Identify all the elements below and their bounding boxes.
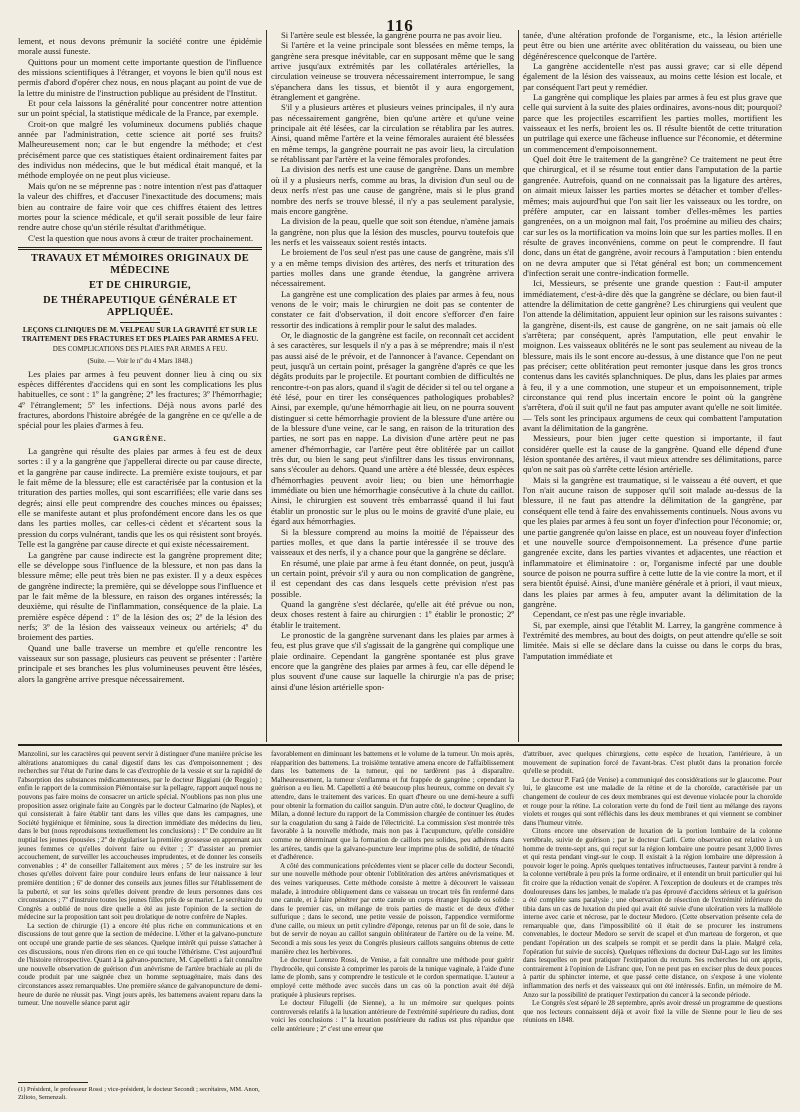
subsection-title: DES COMPLICATIONS DES PLAIES PAR ARMES A FEU. bbox=[52, 345, 228, 354]
paragraph: Si l'artère et la veine principale sont blessées en même temps, la gangrène sera presque inévitable, car en supposant même que le sang arrive jusqu'aux extrémités par les collatérales artérielles, la circulation veineuse se trouvera nécessairement interrompue, le sang s'épanchera dans les tissus, et bientôt il y aura engorgement, étranglement et gangrène. bbox=[271, 40, 514, 103]
paragraph: C'est la question que nous avons à cœur de traiter prochainement. bbox=[28, 232, 254, 243]
paragraph: En résumé, une plaie par arme à feu étant donnée, on peut, jusqu'à un certain point, prévoir s'il y aura ou non complication de gangrène, il est cependant des cas dans lesquels cette prévision n'est pas possible. bbox=[271, 557, 514, 599]
bottom-column-3 bbox=[523, 750, 782, 1096]
column-3 bbox=[523, 30, 782, 742]
paragraph: Le docteur Lorenzo Rossi, de Venise, a fait connaître une méthode pour guérir l'hydrocèle, qui consiste à comprimer les parois de la tunique vaginale, à l'aide d'une lame de plomb, sans y comprendre le testicule et le cordon spermatique. L'auteur a employé cette méthode avec succès dans un cas où la ponction avait été déjà pratiquée à plusieurs reprises. bbox=[271, 956, 514, 999]
paragraph: Ici, Messieurs, se présente une grande question : Faut-il amputer immédiatement, c'est-à-dire dès que la gangrène se déclare, ou bien faut-il attendre la délimitation de cette gangrène? Les chirurgiens qui veulent que l'on attende la délimitation, appuient leur opinion sur les raisons suivantes : la gangrène, disent-ils, est cause de gangrène, on ne sait jamais où elle s'arrêtera; par conséquent, après l'amputation, elle peut envahir le moignon. Les vaisseaux oblitérés ne le sont pas seulement au niveau de la blessure, mais ils le sont encore au-dessus, à une distance que l'on ne peut pas préciser; cette oblitération peut remonter jusque dans les gros troncs contenus dans les cavités splanchniques. De plus, dans les plaies par armes à feu, il y a une commotion, une stupeur et un empoisonnement, triple circonstance qui rend plus incertain encore le point où la gangrène s'arrêtera, d'où il suit qu'il ne faut pas amputer avant qu'elle ne soit limitée.— Tels sont les principaux argumens de ceux qui combattent l'amputation avant la délimitation de la gangrène. bbox=[523, 278, 782, 434]
column-rule bbox=[266, 30, 267, 742]
paragraph: Si la blessure comprend au moins la moitié de l'épaisseur des parties molles, et que dans la partie intéressée il se trouve des vaisseaux et des nerfs, il y a chance pour que la gangrène se déclare. bbox=[271, 526, 514, 558]
paragraph: Messieurs, pour bien juger cette question si importante, il faut considérer quelle est la cause de la gangrène. Quand elle dépend d'une lésion spontanée des artères, il vaut mieux attendre ses délimitations, parce qu'on ne sait pas où s'arrête cette lésion artérielle. bbox=[523, 433, 782, 475]
column-2 bbox=[271, 30, 514, 742]
continuation-note: (Suite. — Voir le nº du 4 Mars 1848.) bbox=[87, 357, 193, 366]
paragraph: Quand une balle traverse un membre et qu'elle rencontre les vaisseaux sur son passage, plusieurs cas peuvent se présenter : l'artère principale et ses branches les plus volumineuses peuvent être lésées, alors la gangrène arrive presque nécessairement. bbox=[18, 642, 262, 684]
paragraph: favorablement en diminuant les battemens et le volume de la tumeur. Un mois après, réapparition des battemens. La troisième tentative amena encore de l'affaiblissement dans les battemens de la tumeur, qui ne tardèrent pas à disparaître. Malheureusement, la tumeur s'enflamma et fut frappée de gangrène ; cependant la guérison a eu lieu. M. Capelletti a été beaucoup plus heureux, comme on devait s'y attendre, dans le traitement des varices. En quart d'heure ou une demi-heure a suffi pour obtenir la formation du caillot sanguin. D'un autre côté, le docteur Quaglino, de Milan, a donné lecture du rapport de la Commission chargée de continuer les études sur la coagulation du sang à l'aide de l'électricité. La commission s'est montrée très favorable à la nouvelle méthode, mais non pas à l'acupuncture, qu'elle considère comme ne déterminant que la formation de caillots peu solides, peu adhérens dans les artères, tandis que la galvano-puncture leur imprime plus de solidité, de ténacité et d'adhérence. bbox=[271, 750, 514, 862]
feuilleton-rule bbox=[18, 744, 782, 746]
section-title: TRAVAUX ET MÉMOIRES ORIGINAUX DE MÉDECINE bbox=[30, 252, 250, 276]
paragraph: La gangrène par cause indirecte est la gangrène proprement dite; elle se développe sous l'influence de la blessure, et non pas dans la blessure même; elle peut très bien ne pas exister. Il y a deux espèces de gangrène indirecte; la première, qui se développe sous l'influence et par le fait même de la blessure, en raison des organes intéressés; la deuxième, qui résulte de l'inflammation, conséquence de la plaie. La première espèce dépend : 1º de la lésion des os; 2º de la lésion des nerfs; 3º de la lésion des vaisseaux veineux ou artériels; 4º du broiement des parties. bbox=[18, 549, 262, 643]
paragraph: Si l'artère seule est blessée, la gangrène pourra ne pas avoir lieu. bbox=[281, 30, 502, 40]
paragraph: Croit-on que malgré les volumineux documens publiés chaque année par l'administration, cette science ait porté ses fruits? Malheureusement non; car le but engendre la méthode; et c'est précisément parce que ces statistiques étaient ordinairement faites par des individus non médecins, que le but médical était manqué, et la méthode employée on ne peut plus vicieuse. bbox=[18, 118, 262, 181]
paragraph: Si, par exemple, ainsi que l'établit M. Larrey, la gangrène commence à l'extrémité des membres, au bout des doigts, on peut attendre qu'elle se soit limitée. Mais si elle se déclare dans la cuisse ou dans le corps du bras, l'amputation immédiate et bbox=[523, 619, 782, 661]
paragraph: Le pronostic de la gangrène survenant dans les plaies par armes à feu, est plus grave que s'il s'agissait de la gangrène qui complique une plaie ordinaire. Cependant la gangrène spontanée est plus grave encore que la gangrène des plaies par armes à feu, car elle dépend le plus souvent d'une cause sur laquelle la chirurgie n'a pas de prise; ainsi d'une lésion artérielle spon- bbox=[271, 629, 514, 692]
paragraph: Mais si la gangrène est traumatique, si le vaisseau a été ouvert, et que l'on n'ait aucune raison de supposer qu'il soit malade au-dessus de la blessure, il ne faut pas attendre la délimitation de la gangrène, par conséquent elle tend à faire des envahissements continuels. Nous avons vu que les plaies par armes à feu sont un foyer d'infection pour l'économie; or, une partie gangrenée qu'on laisse en place, est un nouveau foyer d'infection et une nouvelle source d'empoisonnement. La présence d'une partie gangrenée excite, dans les parties vivantes et adjacentes, une réaction et inflammatoire et éliminatoire : or, l'organisme infecté par une double source de poison ne pourra suffire à cette lutte de la vie contre la mort, et il sera bientôt épuisé. Ainsi, d'une manière générale et à priori, il vaut mieux, dans les plaies par armes à feu, amputer avant la délimitation de la gangrène. bbox=[523, 474, 782, 609]
bottom-column-1 bbox=[18, 750, 262, 1096]
paragraph: La gangrène qui résulte des plaies par armes à feu est de deux sortes : il y a la gangrène que j'appellerai directe ou par cause directe, et la gangrène par cause indirecte. La première existe toujours, et par le fait même de la blessure; elle est caractérisée par la contusion et la trituration des parties molles, qui sont escarrifiées; elle varie dans ses degrés; ainsi elle peut comprendre des couches minces ou épaisses; elle se manifeste autant et plus profondément encore dans les os que dans les parties molles, car celles-ci cèdent et s'écartent sous la pression du corps vulnérant, tandis que les os qui résistent sont broyés. Telle est la gangrène par cause directe et qui existe nécessairement. bbox=[18, 446, 262, 550]
divider bbox=[120, 322, 160, 323]
column-1 bbox=[18, 36, 262, 742]
section-title: DE THÉRAPEUTIQUE GÉNÉRALE ET APPLIQUÉE. bbox=[43, 294, 237, 318]
paragraph: La gangrène est une complication des plaies par armes à feu, nous venons de le voir; mais le chirurgien ne doit pas se contenter de constater ce fait d'observation, il doit encore s'efforcer d'en faire ressortir des indications à remplir pour le salut des malades. bbox=[271, 288, 514, 330]
paragraph: Quel doit être le traitement de la gangrène? Ce traitement ne peut être que chirurgical, et il se résume tout entier dans l'amputation de la partie gangrenée. Autrefois, quand on ne connaissait pas la ligature des artères, on aimait mieux laisser les parties mortes se détacher et tomber d'elles-mêmes; mais aujourd'hui que l'on sait lier les vaisseaux ou les tordre, on préfère amputer, car en laissant tomber d'elles-mêmes les parties gangrenées, on a un moignon mal fait, l'os proémine au milieu des chairs; car sur les os la mortification va moins loin que sur les parties molles. Il en résulte de graves inconvéniens, comme on peut le comprendre. Il faut donc, dans un état de gangrène, avoir recours à l'amputation : bien entendu on ne devra amputer que si l'état général est bon; un commencement d'infection serait une contre-indication formelle. bbox=[523, 154, 782, 278]
paragraph: Quand la gangrène s'est déclarée, qu'elle ait été prévue ou non, deux choses restent à faire au chirurgien : 1º établir le pronostic; 2º établir le traitement. bbox=[271, 598, 514, 630]
column-rule bbox=[518, 30, 519, 742]
paragraph: Or, le diagnostic de la gangrène est facile, on reconnaît cet accident à ses caractères, sur lesquels il n'y a pas à se méprendre; mais il n'est pas aussi aisé de le prévoir, et de l'annoncer à l'avance. Cependant on peut, jusqu'à un certain point, présager la gangrène d'après ce que les dégâts produits par le projectile. Et pourtant combien de difficultés ne rencontre-t-on pas alors, quand il s'agit de décider si tel ou tel organe a été lésé, pour en tirer les conséquences pathologiques probables? Ainsi, par exemple, qu'une hémorrhagie ait lieu, on ne pourra souvent distinguer si cette hémorrhagie provient de la blessure d'une artère ou de la blessure d'une veine, car le sang, en raison de la trituration des parties, ne sort pas en nappe. La division d'une artère peut ne pas amener d'hémorrhagie, car l'artère peut être oblitérée par un caillot très dur, ou bien le sang peut s'infiltrer dans les tissus environnans, sans s'écouler au dehors. Quand une artère a été blessée, deux espèces d'hémorrhagies peuvent avoir lieu; ou bien une hémorrhagie immédiate ou bien une hémorrhagie consécutive à la chute du caillot. Ainsi, le chirurgien est souvent très embarrassé quand il lui faut établir un pronostic sur le plus ou le moins de gravité d'une plaie, eu égard aux hémorrhagies. bbox=[271, 329, 514, 527]
paragraph: Manzolini, sur les caractères qui peuvent servir à distinguer d'une manière précise les altérations anatomiques du canal digestif dans les cas d'empoisonnement ; des recherches sur l'état de l'urine dans le cas d'extrophie de la vessie et sur la rapidité de l'absorption des substances médicamenteuses, par le docteur Biggiani (de Reggio) ; enfin le rapport de la commission Piémontaise sur la pellagre, rapport auquel nous ne pouvons pas faire moins de consacrer un article spécial. N'oublions pas non plus une proposition assez originale faite au Congrès par le docteur Calmarino (de Naples), et qui consisterait à faire établir tant dans les villes que dans les campagnes, une Société hygiénique et féminine, sous la direction immédiate des médecins du lieu, dans le but (nous reproduisons textuellement les conclusions) : 1º De conduire au lit nuptial les jeunes épousées ; 2º de régulariser la première grossesse en apprenant aux jeunes femmes ce qu'elles doivent faire ou éviter ; 3º d'assister au premier accouchement, de surveiller les accoucheuses imprudentes, et de donner les conseils convenables ; 4º de conseiller l'allaitement aux mères ; 5º de les instruire sur les choses qu'elles doivent faire pour conduire leurs enfans de leur naissance à leur première dentition ; 6º de donner des conseils aux jeunes filles sur l'établissement de la puberté, et sur les soins qu'elles doivent prendre de leurs personnes dans ces circonstances ; 7º d'instruire toutes les jeunes filles près de se marier. Le secrétaire du Congrès a oublié de nous dire quelle a été au juste l'opinion de la section de médecine sur la proposition tant soit peu drolatique de notre confrère de Naples. bbox=[18, 750, 262, 922]
paragraph: Le docteur P. Farâ (de Venise) a communiqué des considérations sur le glaucome. Pour lui, le glaucome est une maladie de la rétine et de la choroïde, caractérisée par un changement de couleur de ces deux membranes qui est devenue violacée pour la choroïde et rouge pour la rétine. La coloration verte du fond de l'œil tient au mélange des rayons violets et rouges qui sont réfléchis dans les deux membranes et qui viennent se combiner dans l'humeur vitrée. bbox=[523, 775, 782, 827]
paragraph: Le Congrès s'est séparé le 28 septembre, après avoir dressé un programme de questions que nos lecteurs connaissent déjà et avoir fixé la ville de Sienne pour le lieu de ses réunions en 1848. bbox=[523, 999, 782, 1025]
paragraph: S'il y a plusieurs artères et plusieurs veines principales, il n'y aura pas nécessairement gangrène, bien qu'une artère et qu'une veine principale ait été lésées, car la circulation se rétablira par les autres. Ainsi, quand même l'artère et la veine fémorales auraient été blessées en même temps, la gangrène pourrait ne pas avoir lieu, la circulation se rétablissant par l'artère et la veine fémorales profondes. bbox=[271, 102, 514, 165]
paragraph: Le broiement de l'os seul n'est pas une cause de gangrène, mais s'il y a en même temps division des artères, des nerfs et trituration des parties molles dans une grande étendue, la gangrène arrivera nécessairement. bbox=[271, 247, 514, 289]
paragraph: Citons encore une observation de luxation de la portion lombaire de la colonne vertébrale, suivie de guérison ; par le docteur Carli. Cette observation est relative à un homme de trente-sept ans, qui reçut sur la région lombaire une poutre pesant 3,000 livres et qui resta pendant vingt-sur le coup. Il existait à la région lombaire une dépression à pouvoir loger le poing. Après quelques tentatives infructueuses, l'auteur parvint à rendre à la colonne vertébrale à peu près la forme ordinaire, et il entendit un bruit particulier qui lui fit croire que la réduction venait de s'opérer. A l'exception de douleurs et de crampes très douloureuses dans les jambes, le malade n'a pas éprouvé d'accidens sérieux et la guérison a été complète sans paralysie ; une observation de résection de l'extrémité inférieure du tibia dans un cas de luxation du pied qui avait été suivie d'une ulcération vers la malléole interne avec carie et nécrose, par le docteur Medoro. (Cette observation présente cela de remarquable que, dans l'impossibilité où il était de se procurer les instrumens convenables, le docteur Medoro se servit de scapel et d'un marteau de forgeron, et que pendant l'opération un des scalpels se rompit et se perdit dans la plaie. Malgré cela, l'opération fut suivie de succès). Quelques réflexions du docteur Dal-Lago sur les limites dans lesquelles on peut pratiquer l'extirpation du rectum. Ses recherches lui ont appris, contrairement à l'opinion de Lisfranc que, l'on ne peut pas en exciser plus de deux pouces à partir du sphincter interne, et que passé cette distance, on s'expose à une violente inflammation des nerfs et des vaisseaux qui ont été intéressés. Enfin, un mémoire de M. Anzo sur la possibilité de pratiquer l'extirpation du cancer à la seconde période. bbox=[523, 827, 782, 999]
footnote-rule bbox=[18, 1082, 88, 1083]
section-divider bbox=[18, 247, 262, 250]
lecture-title: LEÇONS CLINIQUES DE M. VELPEAU SUR LA GRAVITÉ ET SUR LE TRAITEMENT DES FRACTURES ET DES PLAIES PAR ARMES A FEU. bbox=[21, 324, 259, 343]
paragraph: Et pour cela laissons la généralité pour concentrer notre attention sur un point spécial, la statistique médicale de la France, par exemple. bbox=[18, 98, 262, 119]
paragraph: Quittons pour un moment cette importante question de l'influence des missions scientifiques à l'étranger, et voyons le bien qu'il nous est permis d'abord d'opérer chez nous, en nous plaçant au point de vue de la lettre du ministre de l'instruction publique au président de l'Institut. bbox=[18, 56, 262, 98]
paragraph: La section de chirurgie (1) a encore été plus riche en communications et en discussions de tout genre que la section de médecine. L'éther et la galvano-puncture ont occupé une grande partie de ses séances. Quelque intérêt qui puisse s'attacher à ces discussions, nous n'en dirons rien en ce qui touche l'éthérisme. C'est aujourd'hui de l'histoire rétrospective. Quant à la galvano-puncture, M. Capelletti a fait connaître une nouvelle observation de guérison d'un anévrisme de l'artère brachiale au pli du coude produit par une saignée chez un homme septuagénaire, mais dans des circonstances assez remarquables. Une première séance de galvanopuncture de demi-heure de durée ne réussit pas. Vingt jours après, les battemens avaient reparu dans la tumeur. Une nouvelle séance parut agir bbox=[18, 921, 262, 1008]
section-title: ET DE CHIRURGIE, bbox=[89, 279, 191, 291]
paragraph: Les plaies par armes à feu peuvent donner lieu à cinq ou six espèces différentes d'accidens qui en sont les complications les plus habituelles, ce sont : 1º la gangrène; 2º les fractures; 3º l'hémorrhagie; 4º l'étranglement; 5º les infections. Déjà nous avons parlé des fractures, abordons l'histoire abrégée de la gangrène en ce qu'elle a de spécial pour les plaies d'armes à feu. bbox=[18, 368, 262, 431]
paragraph: Cependant, ce n'est pas une règle invariable. bbox=[533, 609, 686, 620]
paragraph: La gangrène qui complique les plaies par armes à feu est plus grave que celle qui survient à la suite des plaies ordinaires, avons-nous dit; pourquoi? parce que les projectiles escarrifient les parties molles, mortifient les vaisseaux et les nerfs, broient les os. Il résulte bientôt de cette trituration un putrilage qui exerce une fâcheuse influence sur l'économie, et détermine un commencement d'empoisonnement. bbox=[523, 92, 782, 154]
bottom-column-2 bbox=[271, 750, 514, 1096]
paragraph: La division des nerfs est une cause de gangrène. Dans un membre où il y a plusieurs nerfs, comme au bras, la division d'un seul ou de deux nerfs n'est pas une cause de gangrène, mais si le plus grand nombre des nerfs se trouve blessé, il n'y a pas seulement paralysie, mais encore gangrène. bbox=[271, 164, 514, 216]
paragraph: La gangrène accidentelle n'est pas aussi grave; car si elle dépend également de la lésion des vaisseaux, au moins cette lésion est locale, et par conséquent l'art peut y remédier. bbox=[523, 61, 782, 92]
paragraph: La division de la peau, quelle que soit son étendue, n'amène jamais la gangrène, non plus que la lésion des muscles, pourvu toutefois que les nerfs et les vaisseaux soient restés intacts. bbox=[271, 216, 514, 247]
page-number: 116 bbox=[386, 16, 414, 35]
paragraph: Le docteur Filugelli (de Sienne), a lu un mémoire sur quelques points controversés relatifs à la luxation antérieure de l'extrémité supérieure du radius, dont voici les conclusions : 1º la luxation postérieure du radius est plus répandue que celle antérieure ; 2º c'est une erreur que bbox=[271, 999, 514, 1033]
subheading: GANGRÈNE. bbox=[113, 433, 167, 443]
paragraph: tanée, d'une altération profonde de l'organisme, etc., la lésion artérielle peut être ou bien une artérite avec oblitération du vaisseau, ou bien une dégénérescence quelconque de l'artère. bbox=[523, 30, 782, 61]
paragraph: d'attribuer, avec quelques chirurgiens, cette espèce de luxation, l'antérieure, à un mouvement de supination forcé de l'avant-bras. C'est plutôt dans la pronation forcée qu'elle se produit. bbox=[523, 750, 782, 776]
paragraph: Mais qu'on ne se méprenne pas : notre intention n'est pas d'attaquer la valeur des chiffres, et d'accuser l'inexactitude des documens; mais bien au contraire de faire voir que ces chiffres étaient des lettres mortes pour la science médicale, et qu'il serait possible de leur faire rendre autre chose qu'un stérile résultat d'arithmétique. bbox=[18, 180, 262, 233]
paragraph: A côté des communications précédentes vient se placer celle du docteur Secondi, sur une nouvelle méthode pour obtenir l'oblitération des artères anévrismatiques et des veines variqueuses. Cette méthode consiste à mettre à découvert le vaisseau malade, à introduire obliquement dans ce vaisseau un trocart très fin renfermé dans une canule, et à faire pénétrer par cette canule un corps étranger liquide ou solide : dans le premier cas, un mélange de trois parties de mastic et de deux d'éther sulfurique ; dans le second, une petite vessie de poisson, l'appendice vermiforme d'une caille, ou mieux un petit cylindre d'éponge, retenus par un fil de soie, dans le but de servir de noyau au caillot sanguin oblitérateur de l'artère ou de la veine. M. Secondi a mis sous les yeux du Congrès plusieurs caillots sanguins obtenus de cette manière chez les herbivores. bbox=[271, 861, 514, 956]
paragraph: lement, et nous devons prémunir la société contre une épidémie morale aussi funeste. bbox=[18, 36, 262, 57]
footnote: (1) Président, le professeur Rossi ; vice-président, le docteur Secondi ; secrétaires, MM. Anon, Zilioto, Semenzali. bbox=[18, 1086, 260, 1101]
